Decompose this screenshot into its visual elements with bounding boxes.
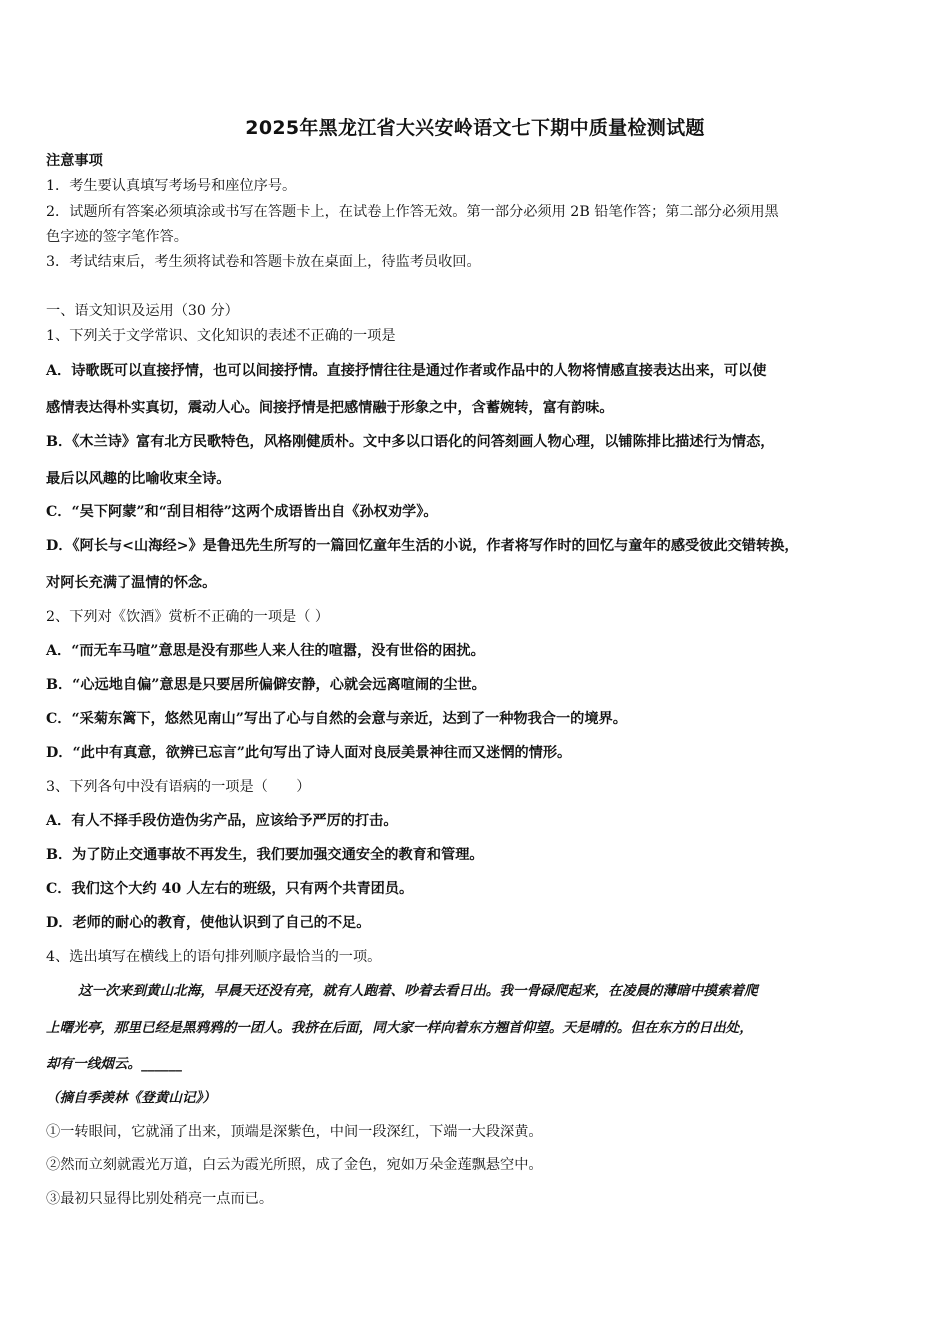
- option-text-continued: 感情表达得朴实真切，震动人心。间接抒情是把感情融于形象之中，含蓄婉转，富有韵味。: [46, 400, 614, 416]
- question-stem: 3、下列各句中没有语病的一项是（ ）: [46, 779, 311, 795]
- option-a: A．有人不择手段仿造伪劣产品，应该给予严厉的打击。: [46, 813, 398, 829]
- question-stem: 4、选出填写在横线上的语句排列顺序最恰当的一项。: [46, 949, 382, 965]
- option-b: B．《木兰诗》富有北方民歌特色，风格刚健质朴。文中多以口语化的问答刻画人物心理，以铺陈排比描述行为情态，: [46, 434, 775, 450]
- question-stem: 1、下列关于文学常识、文化知识的表述不正确的一项是: [46, 328, 396, 344]
- notice-item: 2．试题所有答案必须填涂或书写在答题卡上，在试卷上作答无效。第一部分必须用 2B 铅笔作答；第二部分必须用黑: [46, 204, 779, 220]
- option-c: C．我们这个大约 40 人左右的班级，只有两个共青团员。: [46, 881, 414, 897]
- option-d: D．老师的耐心的教育，使他认识到了自己的不足。: [46, 915, 371, 931]
- notice-item: 1．考生要认真填写考场号和座位序号。: [46, 178, 297, 194]
- option-text-continued: 对阿长充满了温情的怀念。: [46, 575, 217, 591]
- option-b: B．“心远地自偏”意思是只要居所偏僻安静，心就会远离喧闹的尘世。: [46, 677, 486, 693]
- option-text-continued: 最后以风趣的比喻收束全诗。: [46, 471, 231, 487]
- notice-heading: 注意事项: [46, 153, 103, 169]
- passage-source: （摘自季羡林《登黄山记》）: [46, 1090, 216, 1106]
- option-a: A．诗歌既可以直接抒情，也可以间接抒情。直接抒情往往是通过作者或作品中的人物将情感直接表达出来，可以使: [46, 363, 767, 379]
- passage-line: 这一次来到黄山北海，早晨天还没有亮，就有人跑着、吵着去看日出。我一骨碌爬起来，在凌晨的薄暗中摸索着爬: [78, 983, 758, 999]
- sentence-option: ③最初只显得比别处稍亮一点而已。: [46, 1191, 274, 1207]
- passage-line: 却有一线烟云。______: [46, 1056, 182, 1072]
- notice-item: 色字迹的签字笔作答。: [46, 229, 188, 245]
- question-stem: 2、下列对《饮酒》赏析不正确的一项是（ ）: [46, 609, 330, 625]
- sentence-option: ①一转眼间，它就涌了出来，顶端是深紫色，中间一段深红，下端一大段深黄。: [46, 1124, 543, 1140]
- option-c: C．“吴下阿蒙”和“刮目相待”这两个成语皆出自《孙权劝学》。: [46, 504, 438, 520]
- option-d: D．《阿长与<山海经>》是鲁迅先生所写的一篇回忆童年生活的小说，作者将写作时的回忆与童年的感受彼此交错转换，: [46, 538, 799, 554]
- section-heading: 一、语文知识及运用（30 分）: [46, 303, 239, 319]
- option-b: B．为了防止交通事故不再发生，我们要加强交通安全的教育和管理。: [46, 847, 484, 863]
- option-d: D．“此中有真意，欲辨已忘言”此句写出了诗人面对良辰美景神往而又迷惘的情形。: [46, 745, 572, 761]
- page-title: 2025年黑龙江省大兴安岭语文七下期中质量检测试题: [245, 117, 705, 139]
- passage-line: 上曙光亭，那里已经是黑鸦鸦的一团人。我挤在后面，同大家一样向着东方翘首仰望。天是晴的。但在东方的日出处，: [46, 1020, 753, 1036]
- notice-item: 3．考试结束后，考生须将试卷和答题卡放在桌面上，待监考员收回。: [46, 254, 481, 270]
- option-a: A．“而无车马喧”意思是没有那些人来人往的喧嚣，没有世俗的困扰。: [46, 643, 485, 659]
- sentence-option: ②然而立刻就霞光万道，白云为霞光所照，成了金色，宛如万朵金莲飘悬空中。: [46, 1157, 543, 1173]
- option-c: C．“采菊东篱下，悠然见南山”写出了心与自然的会意与亲近，达到了一种物我合一的境界。: [46, 711, 627, 727]
